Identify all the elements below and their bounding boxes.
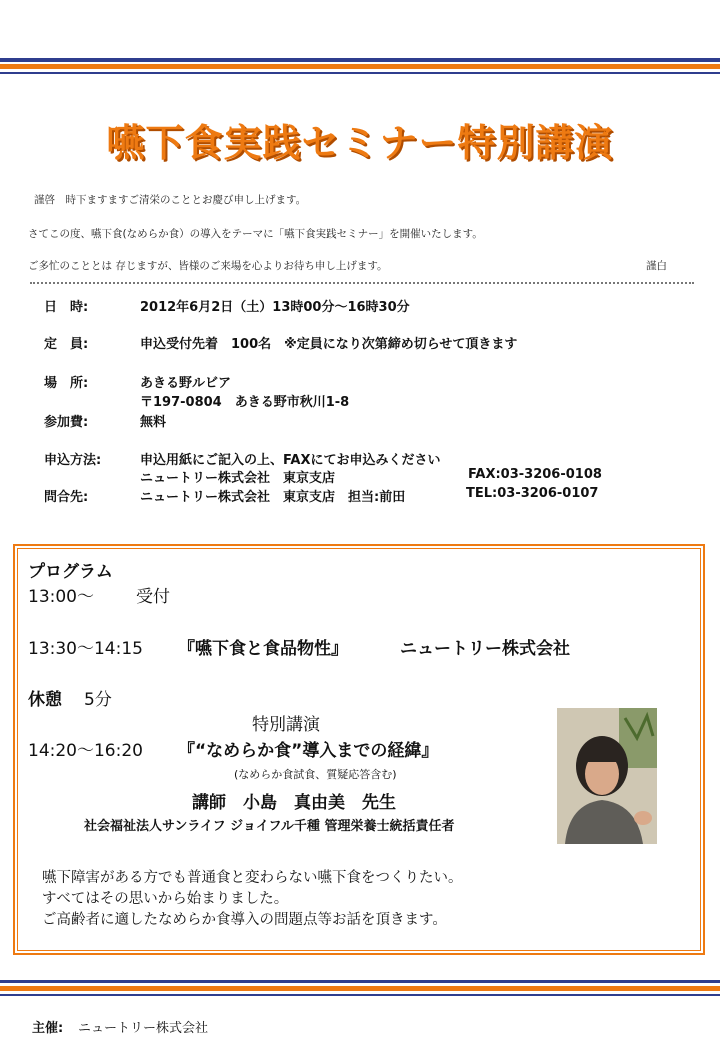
special-lecture-heading: 特別講演 [252,715,320,735]
closing-line-2: すべてはその思いから始まりました。 [42,891,289,907]
contact-label: 問合先: [44,490,89,505]
program-item1-title: 受付 [136,587,170,607]
tel-number: TEL:03-3206-0107 [466,486,599,501]
top-stripe-navy-1 [0,58,720,62]
program-heading: プログラム [28,562,113,582]
closing-line-1: 嚥下障害がある方でも普通食と変わらない嚥下食をつくりたい。 [42,870,463,886]
intro-line-3: ご多忙のこととは 存じますが、皆様のご来場を心よりお待ち申し上げます。 [28,260,388,272]
bottom-stripe-navy-2 [0,994,720,996]
top-stripe-orange-1 [0,64,720,69]
lecturer-photo [557,708,657,844]
sponsor-name: ニュートリー株式会社 [78,1021,209,1036]
sponsor-label: 主催: [32,1021,64,1036]
dotted-divider [30,282,694,284]
contact-company: ニュートリー株式会社 東京支店 担当:前田 [140,490,406,505]
apply-label: 申込方法: [44,453,102,468]
program-item3-note: (なめらか食試食、質疑応答含む) [234,768,397,781]
date-label: 日 時: [44,300,89,315]
fee-value: 無料 [140,415,167,430]
program-item3-time: 14:20～16:20 [28,741,143,761]
fee-label: 参加費: [44,415,89,430]
intro-line-1: 謹啓 時下ますますご清栄のこととお慶び申し上げます。 [34,194,307,206]
program-item3-title: 『“なめらか食”導入までの経緯』 [178,741,439,761]
program-break: 休憩 [28,690,62,710]
program-item1-time: 13:00～ [28,587,94,607]
closing-word: 謹白 [646,260,667,272]
closing-line-3: ご高齢者に適したなめらか食導入の問題点等お話を頂きます。 [42,912,447,928]
lecturer-affiliation: 社会福祉法人サンライフ ジョイフル千種 管理栄養士統括責任者 [84,819,455,834]
program-item2-time: 13:30～14:15 [28,639,143,659]
apply-instructions: 申込用紙にご記入の上、FAXにてお申込みください [140,453,441,468]
bottom-stripe-navy-1 [0,980,720,983]
program-item2-org: ニュートリー株式会社 [400,639,570,659]
fax-number: FAX:03-3206-0108 [468,467,602,482]
date-value: 2012年6月2日（土）13時00分～16時30分 [140,300,410,315]
capacity-value: 申込受付先着 100名 ※定員になり次第締め切らせて頂きます [140,337,518,352]
lecturer-name: 講師 小島 真由美 先生 [192,793,396,813]
program-break-duration: 5分 [84,690,112,710]
apply-company: ニュートリー株式会社 東京支店 [140,471,336,486]
venue-address: 〒197-0804 あきる野市秋川1-8 [140,395,350,410]
bottom-stripe-orange [0,986,720,991]
capacity-label: 定 員: [44,337,89,352]
page-title: 嚥下食実践セミナー特別講演 [106,121,614,165]
venue-name: あきる野ルビア [140,376,232,391]
program-item2-title: 『嚥下食と食品物性』 [178,639,348,659]
lecturer-portrait-illustration [557,708,657,844]
venue-label: 場 所: [44,376,89,391]
intro-line-2: さてこの度、嚥下食(なめらか食）の導入をテーマに「嚥下食実践セミナー」を開催いたします。 [28,228,483,240]
top-stripe-navy-2 [0,72,720,74]
